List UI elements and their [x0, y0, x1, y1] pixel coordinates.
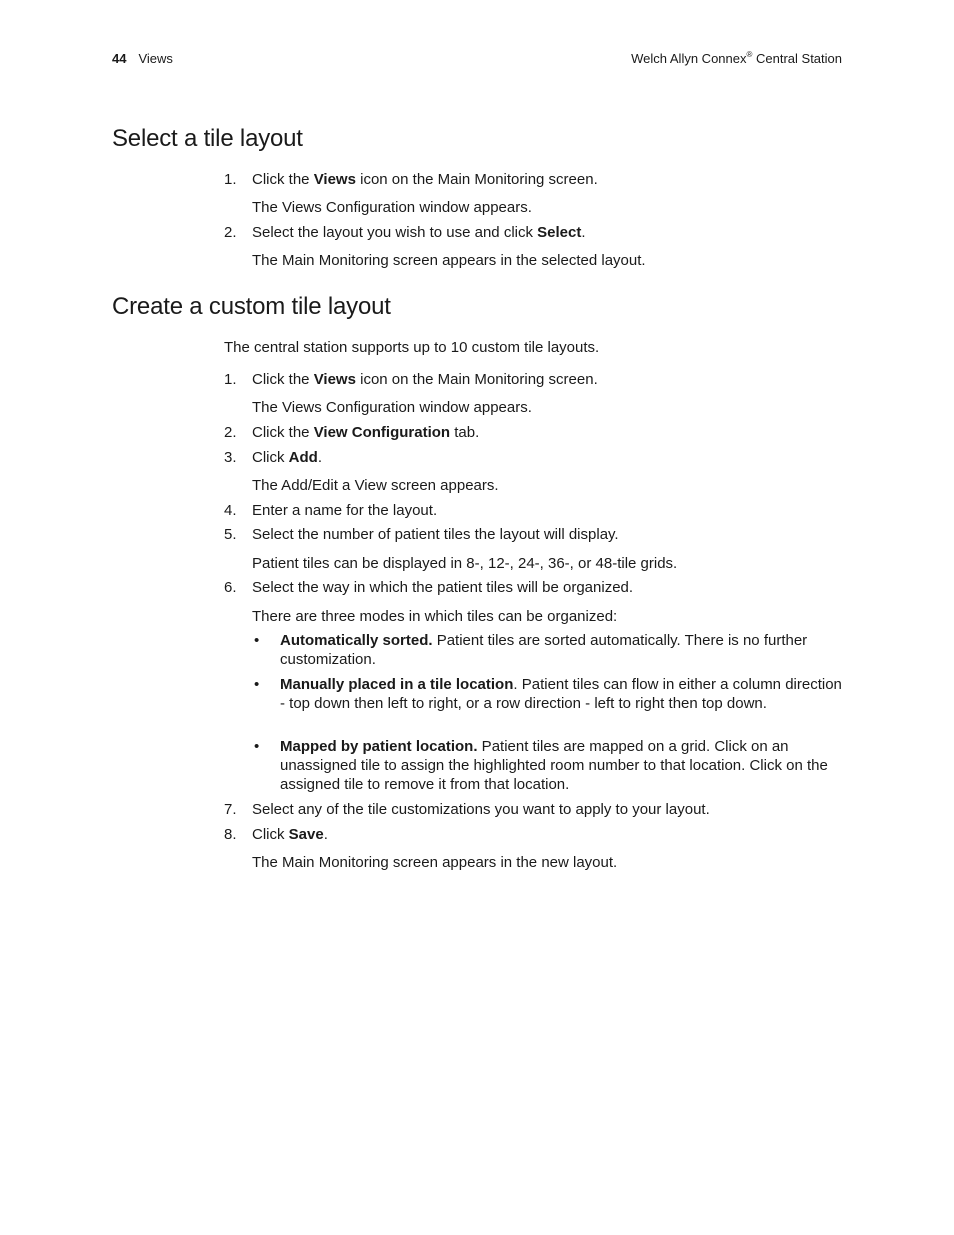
step-text: Click the Views icon on the Main Monitoring screen.	[252, 171, 598, 188]
mode-manually-placed: Manually placed in a tile location. Patient tiles can flow in either a column direction - top down then left to right, or a row direction - left to right then top down.	[280, 676, 842, 712]
mode-automatically-sorted: Automatically sorted. Patient tiles are sorted automatically. There is no further customization.	[280, 632, 808, 668]
step-result: The Main Monitoring screen appears in the new layout.	[252, 854, 618, 871]
section-name: Views	[138, 51, 173, 66]
step-text: Click the Views icon on the Main Monitoring screen.	[252, 371, 598, 388]
registered-mark: ®	[746, 50, 753, 59]
step-text: Click Save.	[252, 826, 328, 843]
step-number: 1.	[224, 371, 237, 388]
step-text: Select the layout you wish to use and click Select.	[252, 224, 586, 241]
product-name: Welch Allyn Connex	[631, 51, 747, 66]
bullet-marker: •	[254, 632, 260, 649]
step-text: Click Add.	[252, 449, 323, 466]
section-intro: The central station supports up to 10 custom tile layouts.	[224, 339, 600, 356]
step-text: Select the way in which the patient tiles will be organized.	[252, 579, 634, 596]
step-number: 8.	[224, 826, 237, 843]
step-text: Select the number of patient tiles the layout will display.	[252, 526, 619, 543]
section-title-create-custom-layout: Create a custom tile layout	[112, 293, 391, 320]
step-text: Click the View Configuration tab.	[252, 424, 480, 441]
step-number: 3.	[224, 449, 237, 466]
mode-mapped-by-location: Mapped by patient location. Patient tiles are mapped on a grid. Click on an unassigned tile to assign the highlighted room number to that location. Click on the assigned tile to remove it from that location.	[280, 738, 828, 793]
step-number: 5.	[224, 526, 237, 543]
step-number: 6.	[224, 579, 237, 596]
running-header-left	[112, 51, 173, 67]
step-result: The Views Configuration window appears.	[252, 199, 532, 216]
step-number: 2.	[224, 424, 237, 441]
bullet-marker: •	[254, 738, 260, 755]
step-result: The Views Configuration window appears.	[252, 399, 532, 416]
section-title-select-layout: Select a tile layout	[112, 125, 303, 152]
step-result: There are three modes in which tiles can be organized:	[252, 608, 618, 625]
step-result: The Add/Edit a View screen appears.	[252, 477, 499, 494]
step-text: Select any of the tile customizations you want to apply to your layout.	[252, 801, 710, 818]
step-number: 7.	[224, 801, 237, 818]
product-suffix: Central Station	[752, 51, 842, 66]
page-number: 44	[112, 51, 127, 66]
step-result: The Main Monitoring screen appears in the selected layout.	[252, 252, 646, 269]
running-header-right	[631, 51, 842, 67]
step-number: 1.	[224, 171, 237, 188]
step-number: 4.	[224, 502, 237, 519]
bullet-marker: •	[254, 676, 260, 693]
step-number: 2.	[224, 224, 237, 241]
step-result: Patient tiles can be displayed in 8-, 12-, 24-, 36-, or 48-tile grids.	[252, 555, 678, 572]
step-text: Enter a name for the layout.	[252, 502, 438, 519]
